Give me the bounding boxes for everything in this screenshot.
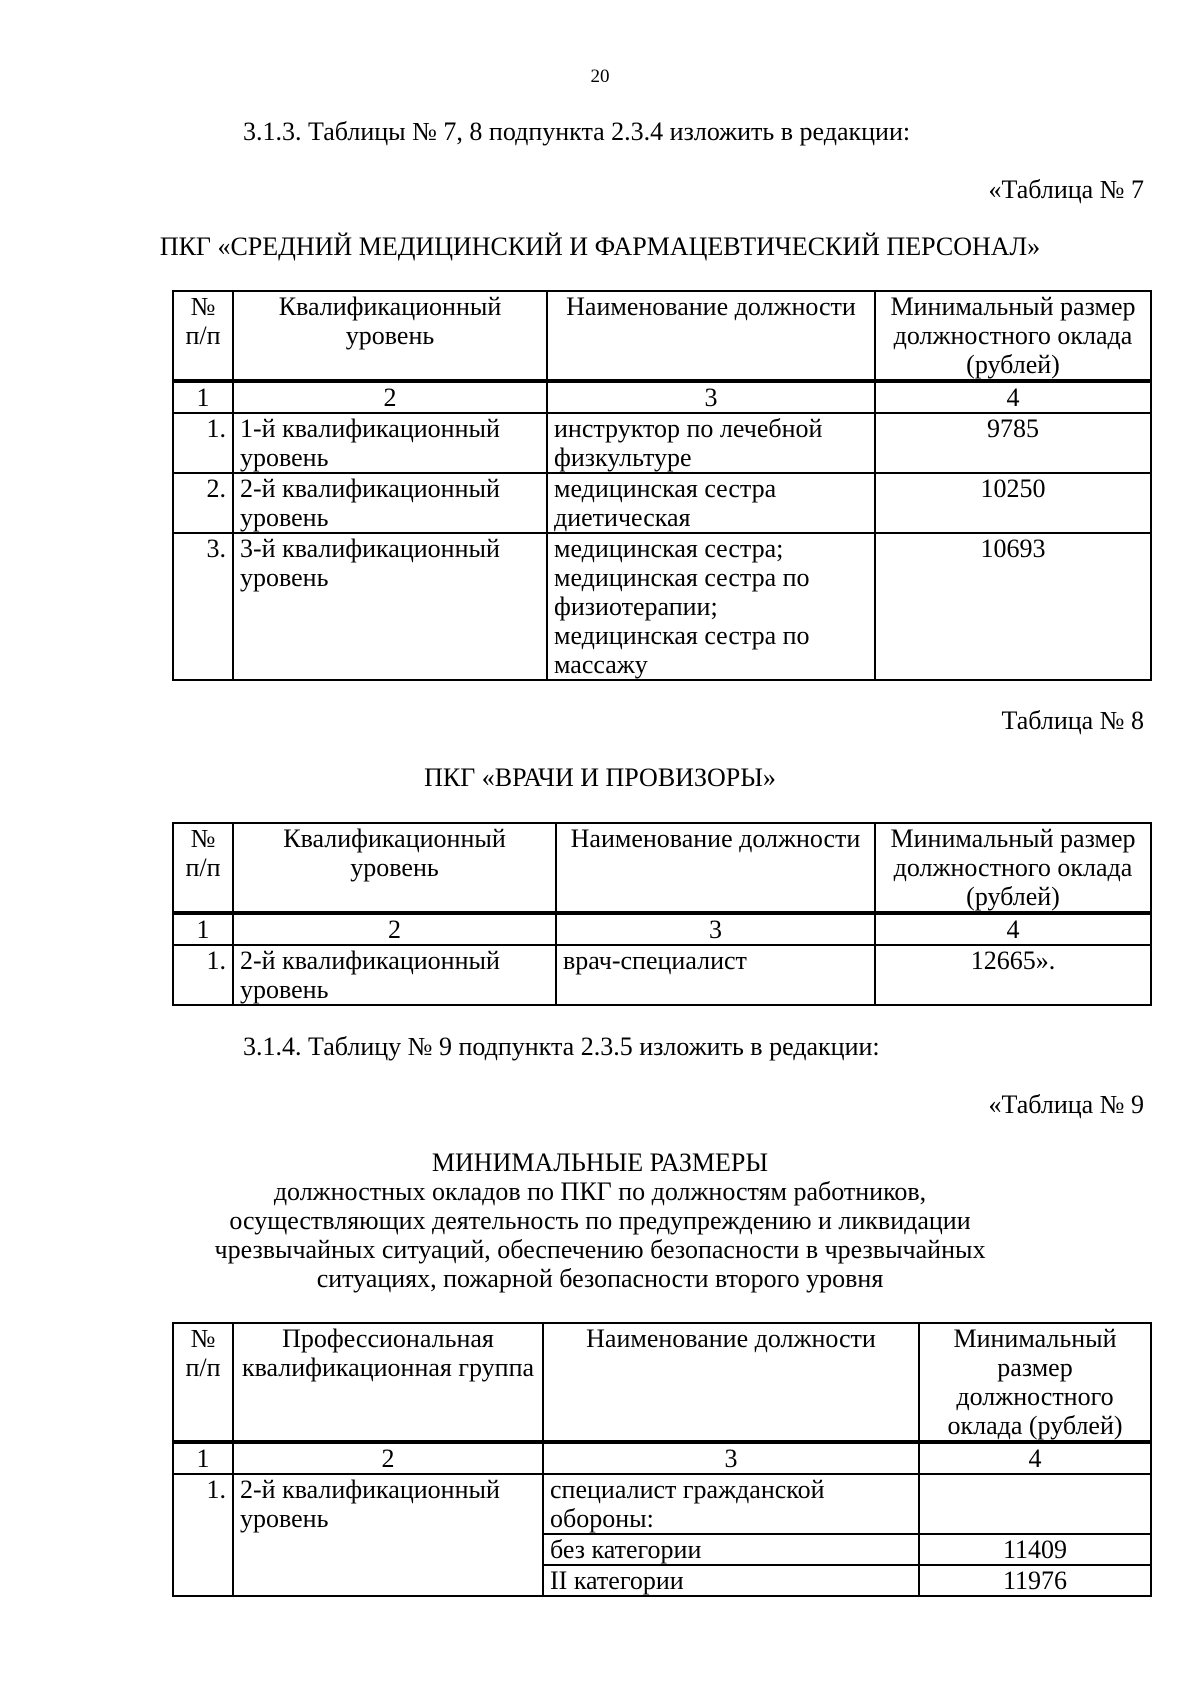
position-group: специалист гражданской обороны: — [543, 1474, 919, 1534]
position-name: врач-специалист — [556, 945, 875, 1005]
header-cell: Наименование должности — [543, 1323, 919, 1442]
position-name: медицинская сестра диетическая — [547, 473, 875, 533]
qualification-group: 2-й квалификационный уровень — [233, 1474, 543, 1596]
table-7 — [172, 290, 1152, 681]
column-number-row — [173, 913, 1151, 945]
qualification-level: 1-й квалификационный уровень — [233, 413, 547, 473]
table-8 — [172, 822, 1152, 1006]
header-cell: Профессиональная квалификационная группа — [233, 1323, 543, 1442]
table-header-row — [173, 823, 1151, 913]
salary-value: 10250 — [875, 473, 1151, 533]
column-number: 2 — [233, 381, 547, 413]
qualification-level: 2-й квалификационный уровень — [233, 473, 547, 533]
column-number: 2 — [233, 1442, 543, 1474]
table-9 — [172, 1322, 1152, 1597]
header-cell: Минимальный размер должностного оклада (рублей) — [919, 1323, 1151, 1442]
table-row — [173, 1474, 1151, 1534]
page-number: 20 — [590, 66, 610, 87]
title-line: должностных окладов по ПКГ по должностям работников, — [273, 1177, 927, 1206]
table-row — [173, 413, 1151, 473]
column-number: 4 — [875, 381, 1151, 413]
salary-value: 9785 — [875, 413, 1151, 473]
column-number: 2 — [233, 913, 556, 945]
title-line: ситуациях, пожарной безопасности второго уровня — [316, 1264, 884, 1293]
header-cell: Наименование должности — [556, 823, 875, 913]
paragraph-3-1-3: 3.1.3. Таблицы № 7, 8 подпункта 2.3.4 изложить в редакции: — [243, 117, 911, 146]
header-cell: Минимальный размер должностного оклада (рублей) — [875, 291, 1151, 381]
header-cell: № п/п — [173, 1323, 233, 1442]
row-number: 2. — [173, 473, 233, 533]
table-7-title: ПКГ «СРЕДНИЙ МЕДИЦИНСКИЙ И ФАРМАЦЕВТИЧЕСКИЙ ПЕРСОНАЛ» — [159, 232, 1041, 261]
salary-value: 10693 — [875, 533, 1151, 680]
header-cell: Квалификационный уровень — [233, 291, 547, 381]
column-number: 1 — [173, 913, 233, 945]
table-8-title: ПКГ «ВРАЧИ И ПРОВИЗОРЫ» — [424, 763, 776, 792]
title-line: осуществляющих деятельность по предупреждению и ликвидации — [229, 1206, 971, 1235]
header-cell: № п/п — [173, 291, 233, 381]
header-cell: Квалификационный уровень — [233, 823, 556, 913]
salary-empty — [919, 1474, 1151, 1534]
table-row — [173, 945, 1151, 1005]
table-row — [173, 473, 1151, 533]
position-name: II категории — [543, 1565, 919, 1596]
position-name: инструктор по лечебной физкультуре — [547, 413, 875, 473]
salary-value: 11976 — [919, 1565, 1151, 1596]
salary-value: 12665». — [875, 945, 1151, 1005]
header-cell: Минимальный размер должностного оклада (рублей) — [875, 823, 1151, 913]
table-9-title — [0, 1148, 1200, 1293]
table-header-row — [173, 1323, 1151, 1442]
row-number: 1. — [173, 1474, 233, 1596]
header-cell: № п/п — [173, 823, 233, 913]
column-number: 4 — [919, 1442, 1151, 1474]
table-8-caption: Таблица № 8 — [1001, 706, 1144, 735]
row-number: 3. — [173, 533, 233, 680]
column-number-row — [173, 381, 1151, 413]
title-line: МИНИМАЛЬНЫЕ РАЗМЕРЫ — [431, 1148, 769, 1177]
qualification-level: 2-й квалификационный уровень — [233, 945, 556, 1005]
table-header-row — [173, 291, 1151, 381]
qualification-level: 3-й квалификационный уровень — [233, 533, 547, 680]
table-7-caption: «Таблица № 7 — [988, 175, 1144, 204]
column-number: 1 — [173, 381, 233, 413]
column-number: 3 — [556, 913, 875, 945]
salary-value: 11409 — [919, 1534, 1151, 1565]
title-line: чрезвычайных ситуаций, обеспечению безопасности в чрезвычайных — [214, 1235, 986, 1264]
position-name: медицинская сестра; медицинская сестра по физиотерапии; медицинская сестра по массажу — [547, 533, 875, 680]
column-number: 4 — [875, 913, 1151, 945]
table-row — [173, 533, 1151, 680]
column-number: 3 — [543, 1442, 919, 1474]
row-number: 1. — [173, 945, 233, 1005]
row-number: 1. — [173, 413, 233, 473]
column-number: 1 — [173, 1442, 233, 1474]
header-cell: Наименование должности — [547, 291, 875, 381]
column-number-row — [173, 1442, 1151, 1474]
table-9-caption: «Таблица № 9 — [988, 1090, 1144, 1119]
column-number: 3 — [547, 381, 875, 413]
paragraph-3-1-4: 3.1.4. Таблицу № 9 подпункта 2.3.5 изложить в редакции: — [243, 1032, 880, 1061]
position-name: без категории — [543, 1534, 919, 1565]
